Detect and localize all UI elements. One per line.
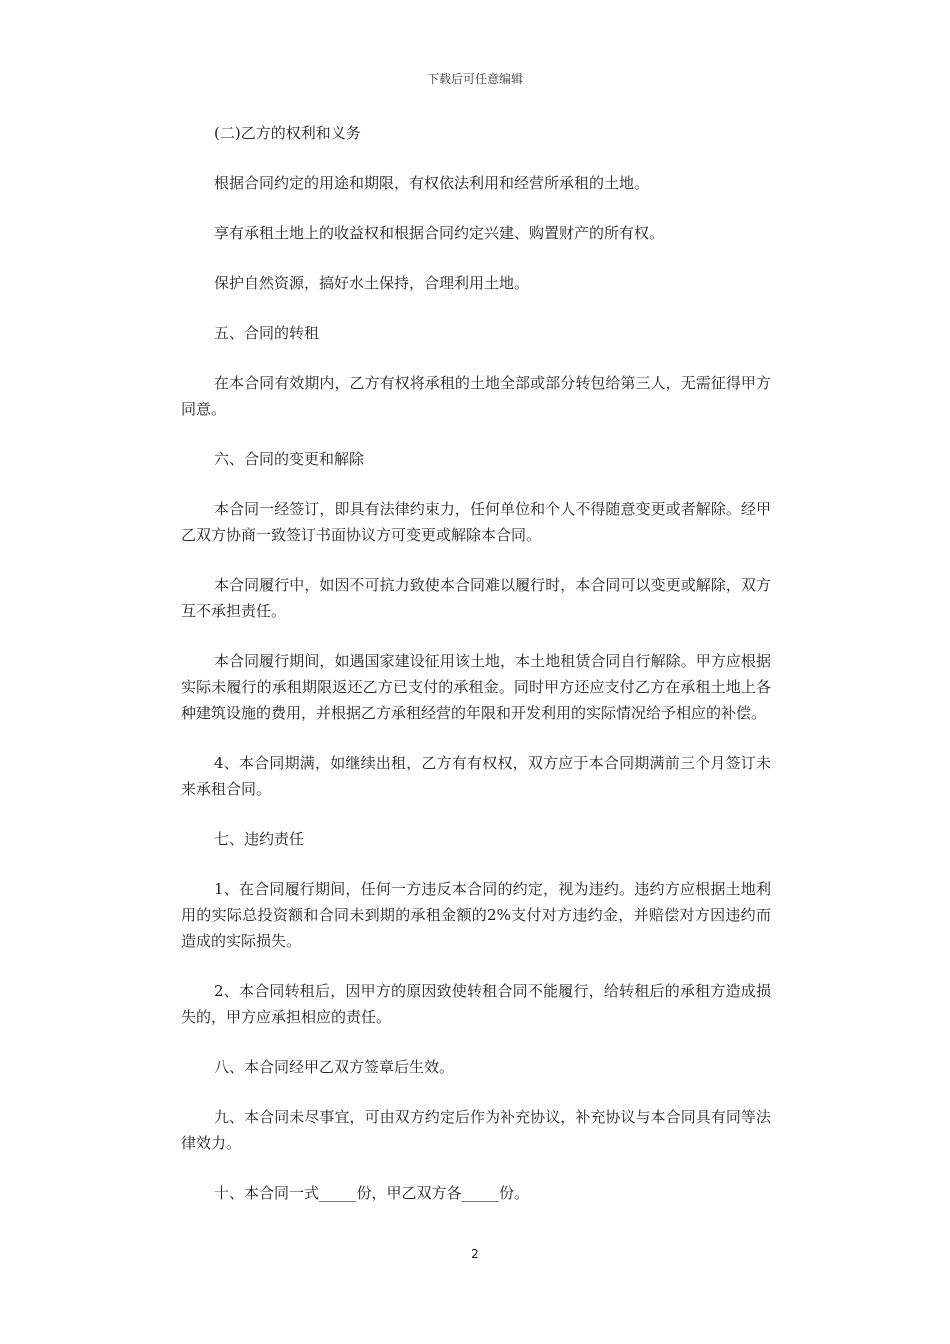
body-paragraph: 享有承租土地上的收益权和根据合同约定兴建、购置财产的所有权。 — [214, 224, 665, 242]
body-paragraph: 1、在合同履行期间，任何一方违反本合同的约定，视为违约。违约方应根据土地利用的实际总投资额和合同未到期的承租金额的2%支付对方违约金，并赔偿对方因违约而造成的实际损失。 — [181, 880, 771, 950]
body-paragraph: 十、本合同一式_____份，甲乙双方各_____份。 — [214, 1184, 530, 1202]
body-paragraph: 在本合同有效期内，乙方有权将承租的土地全部或部分转包给第三人，无需征得甲方同意。 — [181, 374, 771, 418]
body-paragraph: 4、本合同期满，如继续出租，乙方有有权权，双方应于本合同期满前三个月签订未来承租合同。 — [181, 754, 771, 798]
body-paragraph: 本合同履行中，如因不可抗力致使本合同难以履行时，本合同可以变更或解除，双方互不承担责任。 — [181, 576, 771, 620]
body-paragraph: 根据合同约定的用途和期限，有权依法利用和经营所承租的土地。 — [214, 174, 650, 192]
section-heading: 六、合同的变更和解除 — [214, 450, 365, 468]
section-heading: (二)乙方的权利和义务 — [214, 124, 361, 142]
section-heading: 七、违约责任 — [214, 830, 305, 848]
document-body — [181, 120, 771, 1230]
section-heading: 八、本合同经甲乙双方签章后生效。 — [214, 1058, 455, 1076]
page-number: 2 — [471, 1247, 479, 1261]
header-note: 下载后可任意编辑 — [426, 72, 523, 86]
body-paragraph: 本合同一经签订，即具有法律约束力，任何单位和个人不得随意变更或者解除。经甲乙双方协商一致签订书面协议方可变更或解除本合同。 — [181, 500, 771, 544]
body-paragraph: 本合同履行期间，如遇国家建设征用该土地，本土地租赁合同自行解除。甲方应根据实际未履行的承租期限返还乙方已支付的承租金。同时甲方还应支付乙方在承租土地上各种建筑设施的费用，并根据乙方承租经营的年限和开发利用的实际情况给予相应的补偿。 — [181, 652, 771, 722]
section-heading: 五、合同的转租 — [214, 324, 320, 342]
body-paragraph: 保护自然资源，搞好水土保持，合理利用土地。 — [214, 274, 530, 292]
body-paragraph: 九、本合同未尽事宜，可由双方约定后作为补充协议，补充协议与本合同具有同等法律效力。 — [181, 1108, 771, 1152]
body-paragraph: 2、本合同转租后，因甲方的原因致使转租合同不能履行，给转租后的承租方造成损失的，甲方应承担相应的责任。 — [181, 982, 771, 1026]
